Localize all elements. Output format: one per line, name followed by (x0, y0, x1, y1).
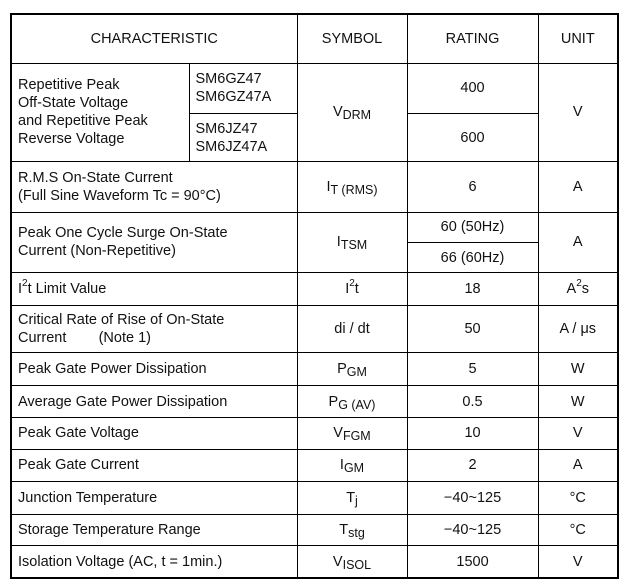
table-row-didt (11, 305, 618, 353)
symbol-cell (297, 482, 407, 514)
characteristic-cell: Peak Gate Voltage (11, 418, 297, 449)
characteristic-cell (11, 305, 297, 353)
part-number: SM6GZ47 (195, 71, 262, 88)
symbol-cell (297, 449, 407, 481)
rating-cell: 60 (50Hz) (407, 212, 538, 242)
unit-text: s (581, 281, 589, 298)
symbol-base: t (354, 281, 359, 298)
rating-cell: 400 (407, 63, 538, 114)
symbol-base: I (345, 281, 350, 298)
characteristic-cell: Average Gate Power Dissipation (11, 385, 297, 417)
characteristic-text: R.M.S On-State Current (18, 169, 173, 186)
table-row-tstg (11, 514, 618, 545)
rating-cell: −40~125 (407, 482, 538, 514)
symbol-subscript: stg (348, 525, 365, 540)
header-symbol: SYMBOL (297, 14, 407, 63)
maximum-ratings-table (10, 13, 619, 579)
table-row-itsm (11, 212, 618, 242)
rating-cell: 6 (407, 161, 538, 212)
characteristic-cell (11, 161, 297, 212)
characteristic-text: and Repetitive Peak (18, 113, 148, 130)
characteristic-text: Current (Note 1) (18, 330, 151, 347)
header-unit: UNIT (538, 14, 618, 63)
table-row-igm (11, 449, 618, 481)
symbol-cell (297, 546, 407, 579)
characteristic-cell (11, 273, 297, 305)
symbol-base: V (332, 553, 343, 570)
characteristic-text: Current (Non-Repetitive) (18, 243, 176, 260)
unit-cell: °C (538, 482, 618, 514)
rating-cell: 2 (407, 449, 538, 481)
table-row-vdrm (11, 63, 618, 114)
unit-cell: V (538, 418, 618, 449)
characteristic-cell: Storage Temperature Range (11, 514, 297, 545)
unit-cell: A (538, 161, 618, 212)
symbol-base: I (326, 178, 331, 195)
header-rating: RATING (407, 14, 538, 63)
table-row-pgav (11, 385, 618, 417)
characteristic-text: Peak One Cycle Surge On-State (18, 225, 228, 242)
header-characteristic: CHARACTERISTIC (11, 14, 297, 63)
rating-cell: 18 (407, 273, 538, 305)
symbol-subscript: T (RMS) (330, 182, 378, 197)
unit-cell: A / μs (538, 305, 618, 353)
table-row-tj (11, 482, 618, 514)
rating-cell: 600 (407, 114, 538, 162)
rating-cell: 5 (407, 353, 538, 385)
symbol-cell (297, 514, 407, 545)
symbol-base: T (339, 521, 349, 538)
symbol-cell (297, 63, 407, 161)
symbol-base: V (332, 104, 343, 121)
characteristic-cell: Junction Temperature (11, 482, 297, 514)
unit-cell: A (538, 449, 618, 481)
header-row (11, 14, 618, 63)
symbol-cell: di / dt (297, 305, 407, 353)
symbol-base: V (333, 425, 343, 442)
characteristic-text: Off-State Voltage (18, 95, 129, 112)
symbol-cell (297, 353, 407, 385)
symbol-cell (297, 273, 407, 305)
characteristic-text: Repetitive Peak (18, 77, 120, 94)
symbol-subscript: j (355, 493, 358, 508)
superscript: 2 (576, 278, 582, 290)
symbol-subscript: GM (343, 461, 365, 476)
unit-cell: V (538, 63, 618, 161)
part-number: SM6JZ47A (195, 138, 268, 155)
symbol-cell (297, 161, 407, 212)
table-row-i2t (11, 273, 618, 305)
symbol-subscript: DRM (342, 108, 372, 123)
symbol-cell (297, 418, 407, 449)
symbol-subscript: FGM (342, 429, 371, 444)
unit-cell: W (538, 385, 618, 417)
characteristic-text: t Limit Value (27, 281, 107, 298)
unit-cell: V (538, 546, 618, 579)
characteristic-text: I (18, 281, 23, 298)
symbol-subscript: GM (346, 365, 367, 380)
table-row-it-rms (11, 161, 618, 212)
part-number-cell (189, 114, 297, 162)
symbol-base: P (328, 393, 339, 410)
part-number-cell (189, 63, 297, 114)
symbol-base: P (337, 361, 347, 378)
symbol-subscript: ISOL (342, 557, 372, 572)
rating-cell: 50 (407, 305, 538, 353)
characteristic-cell (11, 63, 189, 161)
superscript: 2 (349, 278, 355, 290)
characteristic-text: Critical Rate of Rise of On-State (18, 312, 225, 329)
part-number: SM6JZ47 (195, 120, 258, 137)
table-row-visol (11, 546, 618, 579)
characteristic-cell: Peak Gate Current (11, 449, 297, 481)
unit-cell (538, 273, 618, 305)
symbol-subscript: G (AV) (338, 397, 376, 412)
characteristic-cell: Isolation Voltage (AC, t = 1min.) (11, 546, 297, 579)
characteristic-cell: Peak Gate Power Dissipation (11, 353, 297, 385)
part-number: SM6GZ47A (195, 89, 272, 106)
rating-cell: 0.5 (407, 385, 538, 417)
superscript: 2 (22, 278, 28, 290)
symbol-base: I (336, 234, 341, 251)
symbol-subscript: TSM (340, 238, 368, 253)
characteristic-cell (11, 212, 297, 273)
characteristic-text: Reverse Voltage (18, 131, 125, 148)
unit-text: A (566, 281, 577, 298)
unit-cell: °C (538, 514, 618, 545)
symbol-base: I (339, 457, 344, 474)
symbol-cell (297, 212, 407, 273)
unit-cell: W (538, 353, 618, 385)
rating-cell: 10 (407, 418, 538, 449)
table-row-vfgm (11, 418, 618, 449)
unit-cell: A (538, 212, 618, 273)
rating-cell: −40~125 (407, 514, 538, 545)
characteristic-text: (Full Sine Waveform Tc = 90°C) (18, 187, 221, 204)
rating-cell: 66 (60Hz) (407, 242, 538, 272)
table-row-pgm (11, 353, 618, 385)
rating-cell: 1500 (407, 546, 538, 579)
symbol-base: T (346, 489, 356, 506)
symbol-cell (297, 385, 407, 417)
